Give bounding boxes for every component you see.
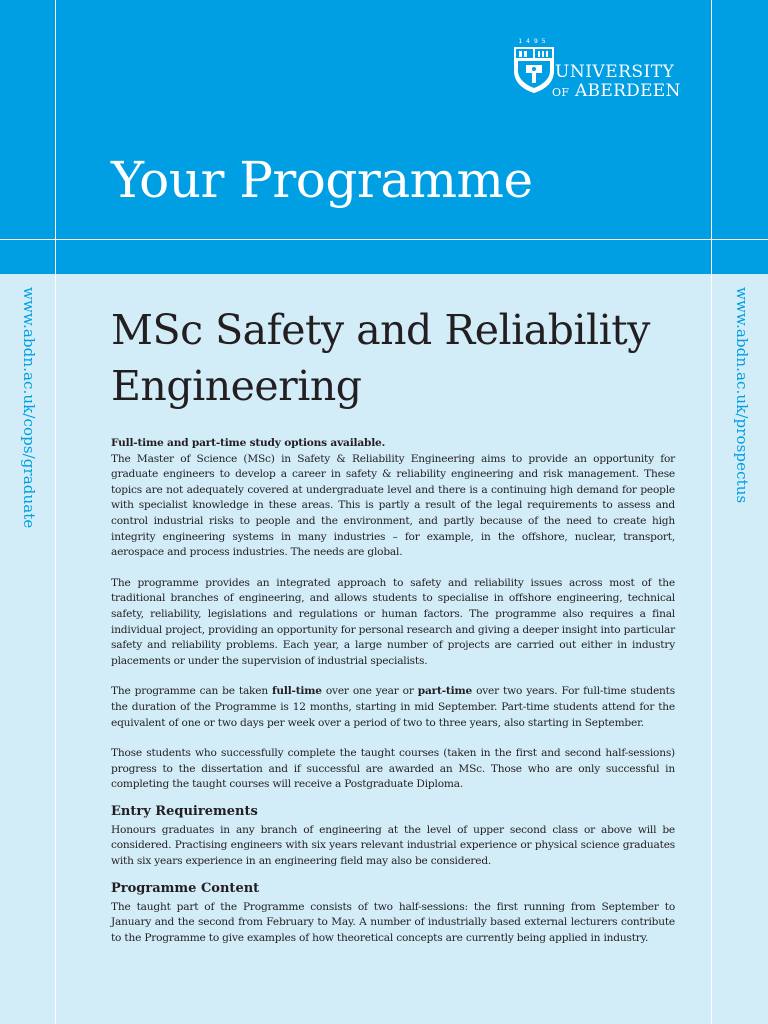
header-rule — [0, 239, 768, 240]
page-title: Your Programme — [111, 151, 533, 209]
logo-line-university: UNIVERSITY — [555, 62, 675, 82]
programme-content — [111, 302, 675, 946]
university-logo[interactable] — [512, 38, 682, 100]
entry-heading: Entry Requirements — [111, 803, 258, 819]
study-options: Full-time and part-time study options available. — [111, 437, 386, 449]
content-heading: Programme Content — [111, 880, 260, 896]
entry-text: Honours graduates in any branch of engineering at the level of upper second class or above will be considered. Practising engineers with six years relevant industrial experience or physical science graduates with six years experience in an engineering field may also be considered. — [111, 823, 675, 868]
approach-paragraph: The programme provides an integrated approach to safety and reliability issues across most of the traditional branches of engineering, and allows students to specialise in offshore engineering, technical safety, reliability, legislations and regulations or human factors. The programme also requires a final individual project, providing an opportunity for personal research and giving a deeper insight into particular safety and reliability problems. Each year, a large number of projects are carried out either in industry placements or under the supervision of industrial specialists. — [111, 576, 675, 667]
side-url-prospectus[interactable]: www.abdn.ac.uk/prospectus — [733, 287, 751, 504]
content-text: The taught part of the Programme consists of two half-sessions: the first running from September to January and the second from February to May. A number of industrially based external lecturers contribute to the Programme to give examples of how theoretical concepts are currently being applied in industry. — [111, 900, 675, 944]
programme-title: MSc Safety and Reliability Engineering — [111, 306, 650, 410]
logo-line-aberdeen: OF ABERDEEN — [552, 81, 681, 101]
logo-year: 1495 — [518, 38, 550, 45]
awards-paragraph: Those students who successfully complete the taught courses (taken in the first and second half-sessions) progress to the dissertation and if successful are awarded an MSc. Those who are only successful in completing the taught courses will receive a Postgraduate Diploma. — [111, 747, 675, 791]
crest-icon — [512, 45, 556, 95]
left-rule — [55, 0, 56, 1024]
side-url-graduate[interactable]: www.abdn.ac.uk/cops/graduate — [20, 287, 38, 529]
logo-wordmark — [552, 62, 681, 102]
right-rule — [711, 0, 712, 1024]
intro-paragraph: Full-time and part-time study options available. The Master of Science (MSc) in Safety & Reliability Engineering aims to provide an opportunity for graduate engineers to develop a career in safety & reliability engineering and risk management. These topics are not adequately covered at undergraduate level and there is a continuing high demand for people with specialist knowledge in these areas. This is partly a result of the legal requirements to assess and control industrial risks to people and the environment, and partly because of the need to create high integrity engineering systems in many industries – for example, in the offshore, nuclear, transport, aerospace and process industries. The needs are global. — [111, 437, 675, 559]
duration-paragraph: The programme can be taken full-time over one year or part-time over two years. For full-time students the duration of the Programme is 12 months, starting in mid September. Part-time students attend for the equivalent of one or two days per week over a period of two to three years, also starting in September. — [111, 685, 675, 729]
